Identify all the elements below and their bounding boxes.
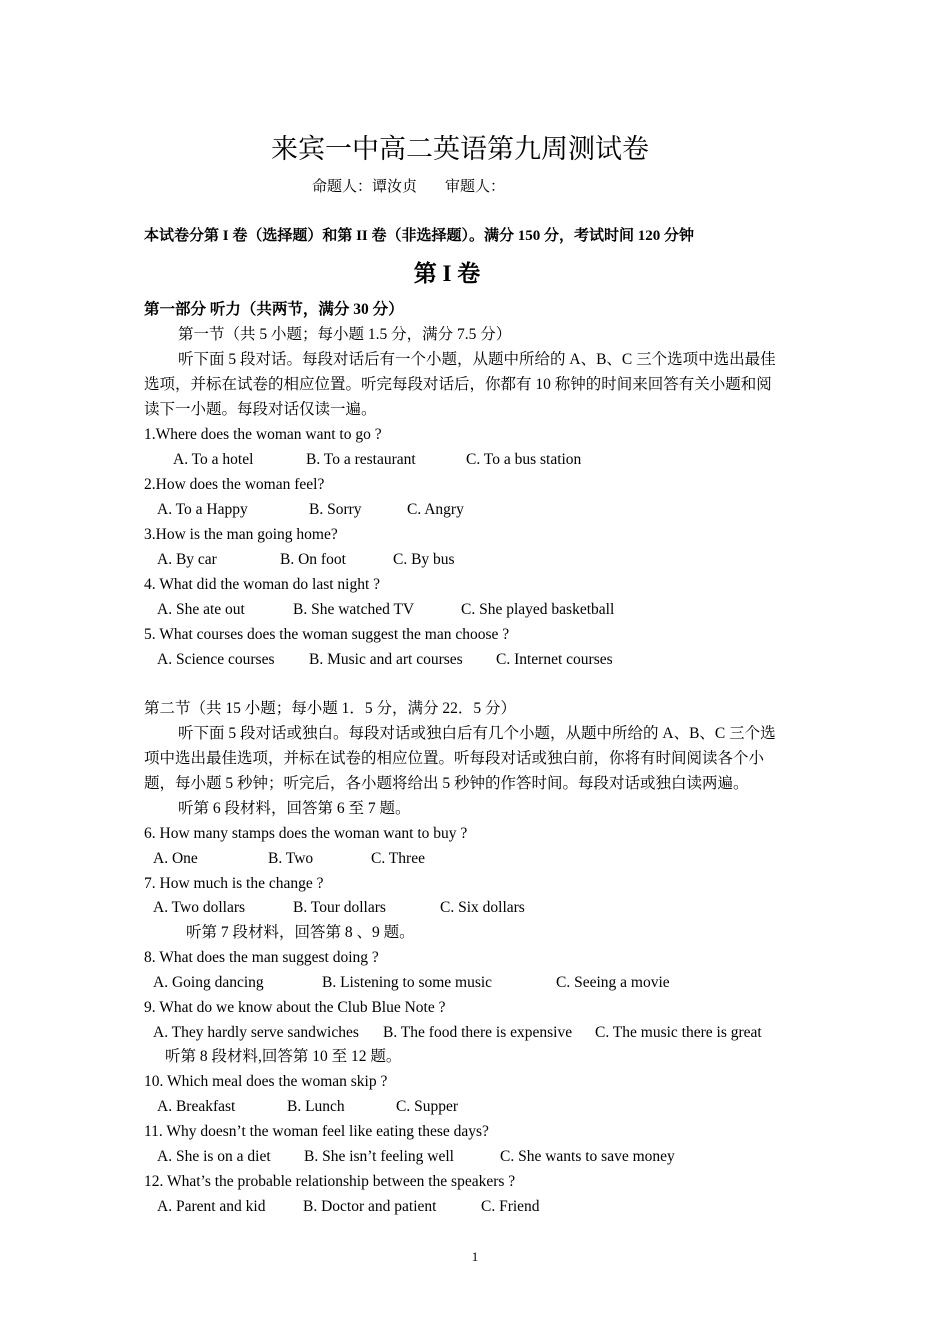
- question-text: 4. What did the woman do last night ?: [144, 576, 381, 593]
- section1-instruction-line: 听下面 5 段对话。每段对话后有一个小题，从题中所给的 A、B、C 三个选项中选出最佳: [178, 351, 776, 368]
- option-a: A. Science courses: [157, 651, 275, 668]
- page-number: 1: [471, 1249, 479, 1264]
- option-a: A. Breakfast: [157, 1098, 236, 1115]
- option-a: A. She ate out: [157, 601, 245, 618]
- section2-instruction-line: 听下面 5 段对话或独白。每段对话或独白后有几个小题，从题中所给的 A、B、C 三个选: [178, 725, 776, 742]
- option-c: C. Angry: [407, 501, 464, 518]
- option-b: B. The food there is expensive: [383, 1024, 573, 1041]
- option-a: A. She is on a diet: [157, 1148, 271, 1165]
- author-line: [312, 177, 505, 197]
- option-a: A. They hardly serve sandwiches: [153, 1024, 359, 1041]
- option-c: C. Seeing a movie: [556, 974, 670, 991]
- question-text: 9. What do we know about the Club Blue Note ?: [144, 999, 446, 1016]
- option-b: B. She isn’t feeling well: [304, 1148, 454, 1165]
- question-text: 3.How is the man going home?: [144, 526, 338, 543]
- question-text: 8. What does the man suggest doing ?: [144, 949, 379, 966]
- part1-heading: 第一部分 听力（共两节，满分 30 分）: [144, 301, 404, 318]
- option-b: B. Sorry: [309, 501, 362, 518]
- option-c: C. By bus: [393, 551, 455, 568]
- material-note: 听第 7 段材料，回答第 8 、9 题。: [186, 924, 415, 941]
- question-text: 2.How does the woman feel?: [144, 476, 325, 493]
- question-text: 1.Where does the woman want to go ?: [144, 426, 382, 443]
- option-a: A. Two dollars: [153, 899, 246, 916]
- option-a: A. To a hotel: [173, 451, 254, 468]
- question-text: 6. How many stamps does the woman want to buy ?: [144, 825, 468, 842]
- section1-instruction-line: 读下一小题。每段对话仅读一遍。: [144, 401, 377, 418]
- option-b: B. Music and art courses: [309, 651, 463, 668]
- exam-title: 来宾一中高二英语第九周测试卷: [271, 134, 649, 165]
- exam-note: 本试卷分第 I 卷（选择题）和第 II 卷（非选择题）。满分 150 分，考试时间 120 分钟: [144, 228, 695, 244]
- option-c: C. Friend: [481, 1198, 540, 1215]
- option-b: B. On foot: [280, 551, 346, 568]
- option-a: A. One: [153, 850, 198, 867]
- volume-title: 第 I 卷: [413, 261, 481, 286]
- option-c: C. Supper: [396, 1098, 458, 1115]
- option-b: B. Two: [268, 850, 314, 867]
- section1-instruction-line: 选项，并标在试卷的相应位置。听完每段对话后，你都有 10 称钟的时间来回答有关小题和阅: [144, 376, 772, 393]
- section2-instruction-line: 项中选出最佳选项，并标在试卷的相应位置。听每段对话或独白前，你将有时间阅读各个小: [144, 750, 765, 767]
- option-b: B. To a restaurant: [306, 451, 416, 468]
- option-b: B. Doctor and patient: [303, 1198, 437, 1215]
- option-c: C. To a bus station: [466, 451, 582, 468]
- option-c: C. Six dollars: [440, 899, 525, 916]
- section2-heading: 第二节（共 15 小题；每小题 1．5 分，满分 22．5 分）: [144, 700, 517, 717]
- author-label: 命题人：谭汝贞: [312, 179, 418, 195]
- material-note: 听第 6 段材料，回答第 6 至 7 题。: [178, 800, 411, 817]
- question-text: 12. What’s the probable relationship between the speakers ?: [144, 1173, 516, 1190]
- option-b: B. Tour dollars: [293, 899, 386, 916]
- option-a: A. Going dancing: [153, 974, 264, 991]
- option-c: C. She played basketball: [461, 601, 615, 618]
- option-a: A. Parent and kid: [157, 1198, 266, 1215]
- option-c: C. She wants to save money: [500, 1148, 675, 1165]
- option-b: B. Listening to some music: [322, 974, 493, 991]
- question-text: 11. Why doesn’t the woman feel like eating these days?: [144, 1123, 489, 1140]
- section1-heading: 第一节（共 5 小题；每小题 1.5 分，满分 7.5 分）: [178, 326, 512, 343]
- option-c: C. Three: [371, 850, 425, 867]
- question-text: 10. Which meal does the woman skip ?: [144, 1073, 388, 1090]
- option-b: B. Lunch: [287, 1098, 345, 1115]
- option-a: A. To a Happy: [157, 501, 248, 518]
- option-c: C. The music there is great: [595, 1024, 762, 1041]
- material-note: 听第 8 段材料,回答第 10 至 12 题。: [165, 1048, 402, 1065]
- question-text: 5. What courses does the woman suggest the man choose ?: [144, 626, 510, 643]
- reviewer-label: 审题人：: [445, 179, 506, 195]
- option-b: B. She watched TV: [293, 601, 415, 618]
- section2-instruction-line: 题，每小题 5 秒钟；听完后，各小题将给出 5 秒钟的作答时间。每段对话或独白读两遍。: [144, 775, 749, 792]
- option-a: A. By car: [157, 551, 217, 568]
- question-text: 7. How much is the change ?: [144, 875, 324, 892]
- option-c: C. Internet courses: [496, 651, 613, 668]
